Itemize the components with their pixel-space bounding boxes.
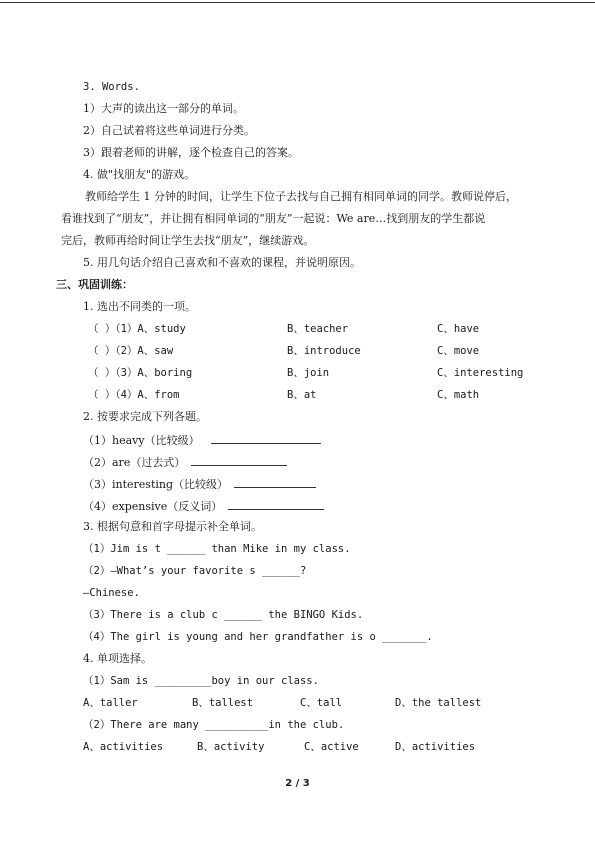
step-3-item-2: 2）自己试着将这些单词进行分类。 — [83, 124, 255, 137]
step-5: 5. 用几句话介绍自己喜欢和不喜欢的课程，并说明原因。 — [83, 256, 361, 269]
step-4-paragraph-line-1: 教师给学生 1 分钟的时间，让学生下位子去找与自己拥有相同单词的同学。教师说停后， — [85, 190, 517, 203]
step-3-item-1: 1）大声的读出这一部分的单词。 — [83, 102, 244, 115]
step-4-title: 4. 做"找朋友"的游戏。 — [83, 168, 196, 181]
q1-row-4-c: C、math — [437, 389, 480, 401]
q2-item-2 — [83, 454, 287, 470]
q4-item-2: （2）There are many __________in the club. — [83, 719, 345, 731]
step-4-paragraph-line-2: 看谁找到了“朋友”，并让拥有相同单词的“朋友”一起说：We are…找到朋友的学生都说 — [61, 212, 486, 225]
q3-item-1: （1）Jim is t ______ than Mike in my class. — [83, 543, 351, 555]
q2-item-4-answer-blank[interactable] — [228, 498, 324, 510]
q2-item-4 — [83, 498, 324, 514]
q4-item-1: （1）Sam is _________boy in our class. — [83, 675, 319, 687]
step-4-paragraph-line-3: 完后，教师再给时间让学生去找“朋友”，继续游戏。 — [61, 234, 315, 247]
q4-item-1-option-c: C、tall — [300, 697, 343, 709]
q3-item-2-answer: —Chinese. — [83, 587, 140, 599]
q2-item-3-label: （3）interesting（比较级） — [83, 478, 229, 491]
q1-row-4-b: B、at — [287, 389, 317, 401]
q1-row-2-b: B、introduce — [287, 345, 361, 357]
q3-item-2: （2）—What’s your favorite s ______? — [83, 565, 307, 577]
q2-item-4-label: （4）expensive（反义词） — [83, 500, 223, 513]
q2-item-3-answer-blank[interactable] — [234, 476, 316, 488]
question-1-title: 1. 选出不同类的一项。 — [83, 300, 196, 313]
q4-item-2-option-a: A、activities — [83, 741, 164, 753]
q4-item-1-option-b: B、tallest — [192, 697, 254, 709]
q2-item-2-answer-blank[interactable] — [191, 454, 287, 466]
step-3-item-3: 3）跟着老师的讲解，逐个检查自己的答案。 — [83, 146, 299, 159]
q4-item-2-option-b: B、activity — [197, 741, 265, 753]
question-2-title: 2. 按要求完成下列各题。 — [83, 410, 207, 423]
q2-item-1-answer-blank[interactable] — [211, 432, 321, 444]
header-rule — [0, 2, 595, 3]
q4-item-2-option-c: C、active — [304, 741, 359, 753]
q4-item-1-option-a: A、taller — [83, 697, 138, 709]
step-3-title: 3. Words. — [83, 81, 140, 93]
q2-item-3 — [83, 476, 316, 492]
q4-item-2-option-d: D、activities — [395, 741, 476, 753]
q1-row-4-a: （ ）（4）A、from — [88, 389, 180, 401]
question-4-title: 4. 单项选择。 — [83, 652, 152, 665]
q1-row-1-c: C、have — [437, 323, 480, 335]
page-number: 2 / 3 — [285, 778, 310, 789]
section-heading: 三、巩固训练： — [56, 278, 133, 291]
q1-row-2-c: C、move — [437, 345, 480, 357]
q1-row-1-b: B、teacher — [287, 323, 349, 335]
q1-row-2-a: （ ）（2）A、saw — [88, 345, 174, 357]
q1-row-3-c: C、interesting — [437, 367, 524, 379]
q2-item-1 — [83, 432, 321, 448]
q1-row-1-a: （ ）（1）A、study — [88, 323, 186, 335]
q4-item-1-option-d: D、the tallest — [395, 697, 482, 709]
q3-item-4: （4）The girl is young and her grandfather is o _______. — [83, 631, 433, 643]
question-3-title: 3. 根据句意和首字母提示补全单词。 — [83, 520, 262, 533]
q2-item-1-label: （1）heavy（比较级） — [83, 434, 200, 447]
q3-item-3: （3）There is a club c ______ the BINGO Kids. — [83, 609, 364, 621]
q1-row-3-b: B、join — [287, 367, 330, 379]
q2-item-2-label: （2）are（过去式） — [83, 456, 186, 469]
q1-row-3-a: （ ）（3）A、boring — [88, 367, 193, 379]
